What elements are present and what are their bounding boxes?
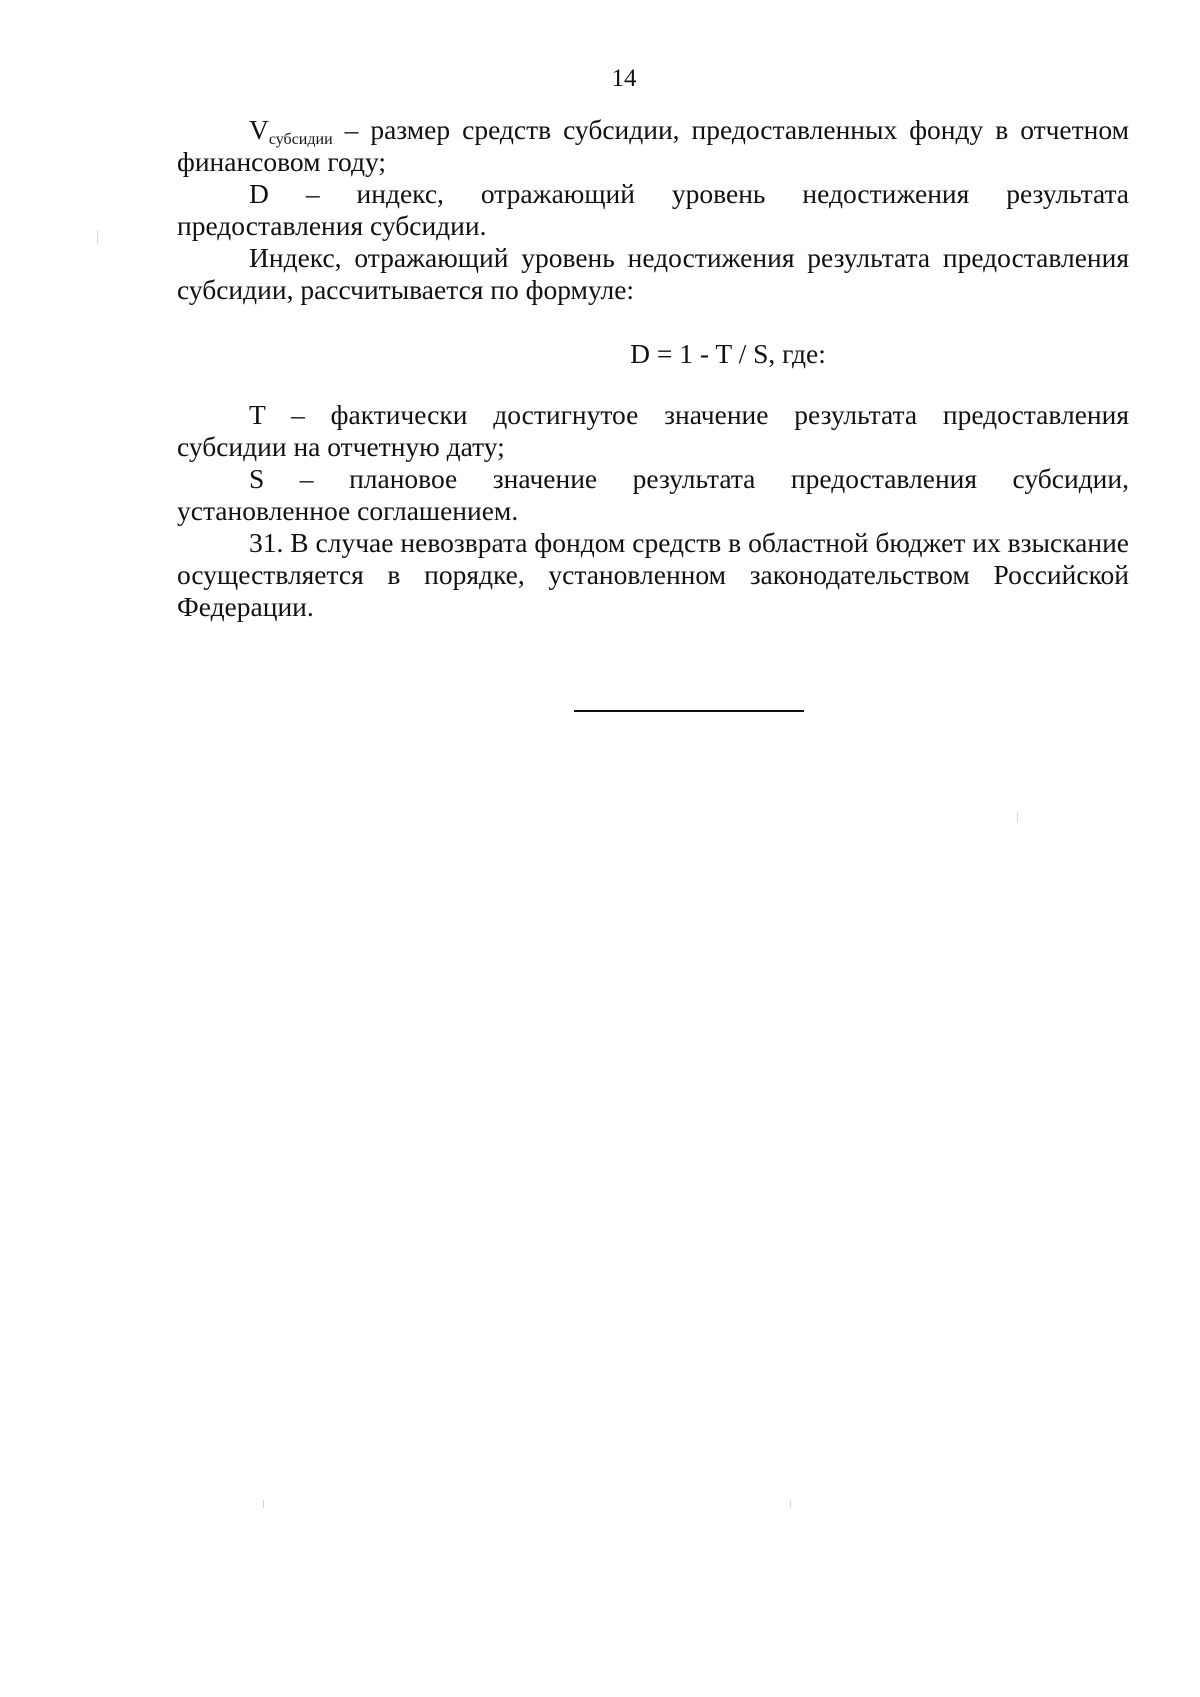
- paragraph-s-definition: S – плановое значение результата предоставления субсидии, установленное соглашением.: [177, 463, 1129, 526]
- v-definition-text: – размер средств субсидии, предоставленных фонду в отчетном финансовом году;: [177, 114, 1129, 177]
- document-body: [177, 114, 1129, 623]
- paragraph-item-31: 31. В случае невозврата фондом средств в областной бюджет их взыскание осуществляется в порядке, установленном законодательством Российской Федерации.: [177, 527, 1129, 622]
- page-number: 14: [611, 65, 637, 92]
- paragraph-d-definition: D – индекс, отражающий уровень недостижения результата предоставления субсидии.: [177, 178, 1129, 241]
- end-of-document-rule: [574, 710, 804, 712]
- v-symbol: V: [249, 114, 269, 145]
- scan-artifact: [263, 1500, 264, 1508]
- v-subscript: субсидии: [268, 131, 333, 148]
- formula: D = 1 - T / S, где:: [630, 338, 826, 369]
- paragraph-v-definition: [177, 114, 1129, 178]
- scan-artifact: [1017, 812, 1018, 822]
- scan-artifact: [97, 230, 98, 244]
- scan-artifact: [790, 1500, 791, 1508]
- paragraph-t-definition: T – фактически достигнутое значение результата предоставления субсидии на отчетную дату;: [177, 399, 1129, 462]
- paragraph-index-intro: Индекс, отражающий уровень недостижения результата предоставления субсидии, рассчитывается по формуле:: [177, 242, 1129, 305]
